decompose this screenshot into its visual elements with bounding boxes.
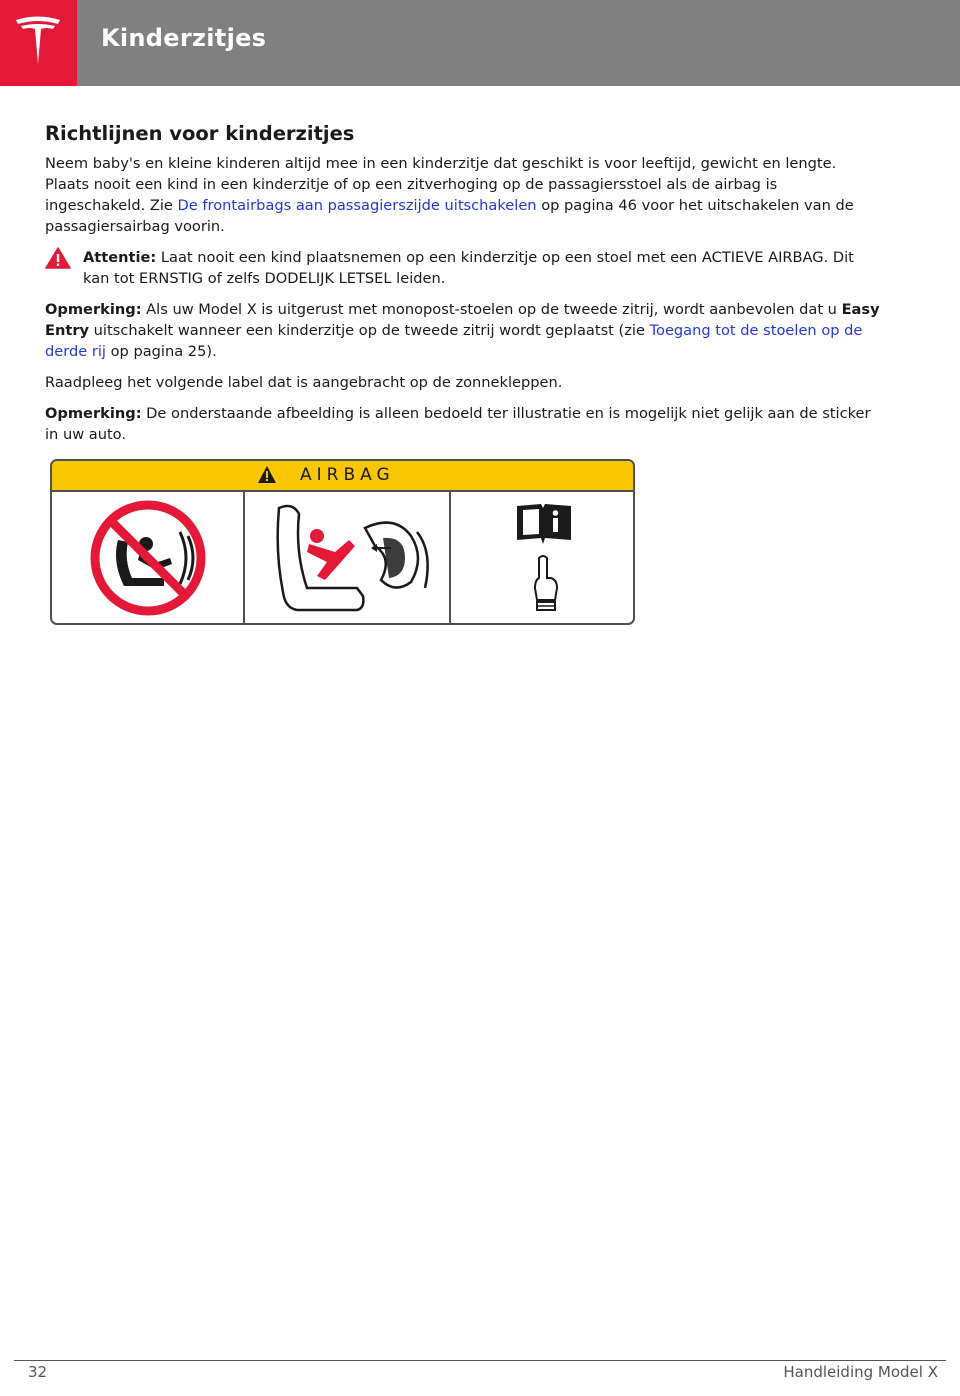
warning-block xyxy=(45,247,880,289)
tesla-logo xyxy=(13,14,63,70)
sunvisor-paragraph: Raadpleeg het volgende label dat is aangebracht op de zonnekleppen. xyxy=(45,374,563,391)
note-illustration-text: De onderstaande afbeelding is alleen bedoeld ter illustratie en is mogelijk niet gelijk aan de sticker in uw auto. xyxy=(45,405,871,443)
airbag-deploy-icon xyxy=(245,492,449,625)
read-manual-icon xyxy=(451,492,635,625)
no-child-seat-cell xyxy=(52,492,245,625)
manual-title: Handleiding Model X xyxy=(783,1363,938,1381)
note-text-cont: uitschakelt wanneer een kinderzitje op de tweede zitrij wordt geplaatst (zie xyxy=(89,322,650,339)
chapter-title: Kinderzitjes xyxy=(101,24,267,52)
warning-label: Attentie: xyxy=(83,249,157,266)
airbag-warning-label xyxy=(50,459,635,625)
easy-entry-term: Easy Entry xyxy=(45,301,880,339)
note-label: Opmerking: xyxy=(45,405,142,422)
page-header xyxy=(0,0,960,86)
frontairbag-link[interactable]: De frontairbags aan passagierszijde uitschakelen xyxy=(177,197,537,214)
tesla-logo-box xyxy=(0,0,77,86)
airbag-label-band xyxy=(52,461,633,492)
main-content xyxy=(45,122,880,455)
intro-paragraph xyxy=(45,153,880,237)
note-illustration xyxy=(45,403,880,445)
page-number: 32 xyxy=(28,1363,48,1381)
footer-divider xyxy=(14,1360,946,1361)
intro-text-cont: op pagina 46 voor het uitschakelen van de passagiersairbag voorin. xyxy=(45,197,854,235)
third-row-access-link[interactable]: Toegang tot de stoelen op de derde rij xyxy=(45,322,863,360)
no-child-seat-icon xyxy=(52,492,243,625)
warning-triangle-icon xyxy=(257,465,277,485)
warning-text: Laat nooit een kind plaatsnemen op een kinderzitje op een stoel met een ACTIEVE AIRBAG. Dit kan tot ERNSTIG of zelfs DODELIJK LETSEL leiden. xyxy=(83,249,854,287)
note-text-end: op pagina 25). xyxy=(105,343,217,360)
read-manual-cell xyxy=(451,492,635,625)
airbag-deploy-cell xyxy=(245,492,451,625)
airbag-label-text: AIRBAG xyxy=(300,465,395,485)
warning-triangle-icon xyxy=(45,247,71,269)
intro-text: Neem baby's en kleine kinderen altijd mee in een kinderzitje dat geschikt is voor leeftijd, gewicht en lengte. Plaats nooit een kind in een kinderzitje of op een zitverhoging op de passagiersstoel als de airbag is ingeschakeld. Zie xyxy=(45,155,837,214)
section-heading: Richtlijnen voor kinderzitjes xyxy=(45,122,355,145)
note-text: Als uw Model X is uitgerust met monopost-stoelen op de tweede zitrij, wordt aanbevolen dat u xyxy=(141,301,842,318)
note-easy-entry xyxy=(45,299,880,362)
note-label: Opmerking: xyxy=(45,301,142,318)
